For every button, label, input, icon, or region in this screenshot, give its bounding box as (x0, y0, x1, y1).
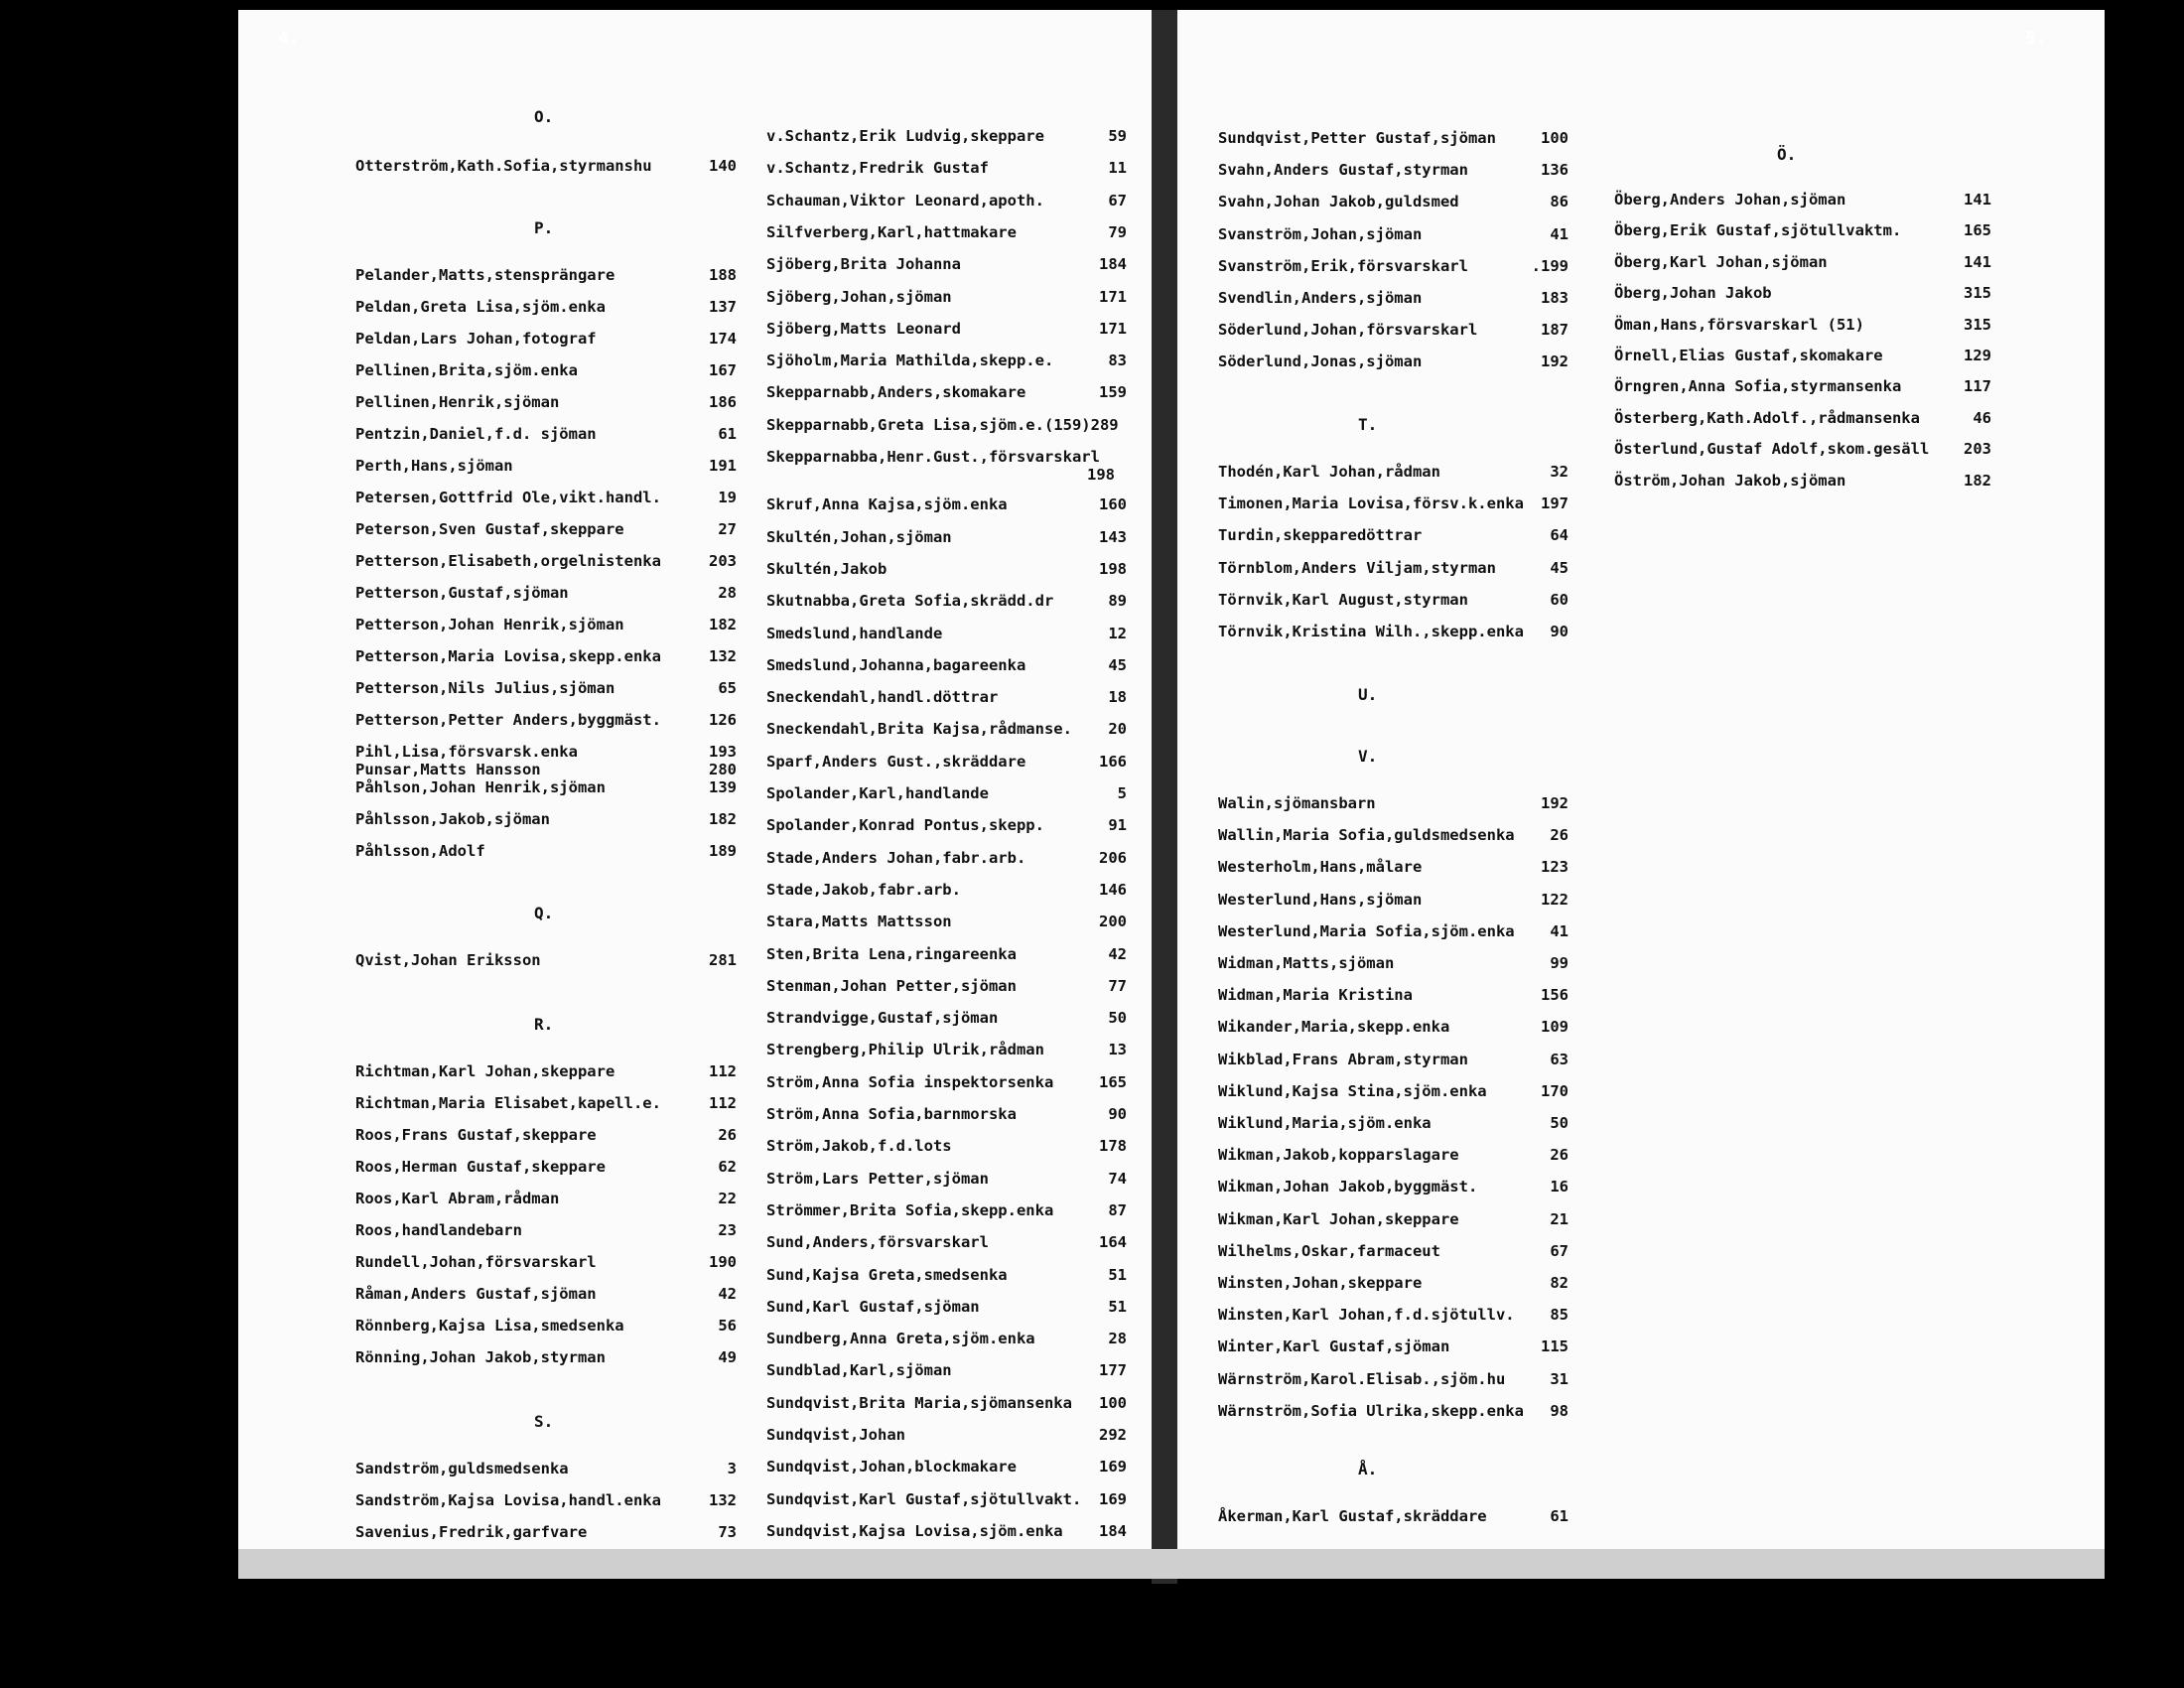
entry-name: Sandström,Kajsa Lovisa,handl.enka (355, 1491, 661, 1509)
entry-page-ref: 45 (1108, 655, 1127, 674)
entry-page-ref: 86 (1550, 193, 1569, 211)
entry-page-ref: 67 (1108, 191, 1127, 210)
entry-page-ref: 191 (709, 457, 737, 475)
entry-page-ref: 51 (1108, 1265, 1127, 1284)
entry-page-ref: 61 (718, 425, 737, 443)
entry-name: Sundqvist,Johan,blockmakare (766, 1458, 1017, 1477)
entry-page-ref: 182 (709, 616, 737, 633)
entry-name: Skultén,Jakob (766, 559, 887, 578)
entry-page-ref: 60 (1550, 590, 1569, 609)
entry-name: Sjöberg,Matts Leonard (766, 319, 961, 338)
entry-name: Åkerman,Karl Gustaf,skräddare (1218, 1507, 1487, 1525)
entry-name: Peldan,Greta Lisa,sjöm.enka (355, 298, 606, 316)
entry-name: Spolander,Konrad Pontus,skepp. (766, 816, 1044, 835)
section-letter: V. (1358, 747, 1378, 766)
entry-name: Sten,Brita Lena,ringareenka (766, 944, 1017, 963)
entry-name: Peterson,Sven Gustaf,skeppare (355, 520, 624, 538)
entry-name: Wärnström,Karol.Elisab.,sjöm.hu (1218, 1369, 1506, 1388)
entry-name: Stenman,Johan Petter,sjöman (766, 976, 1017, 995)
entry-page-ref: 3 (727, 1460, 737, 1477)
entry-name: Skruf,Anna Kajsa,sjöm.enka (766, 495, 1008, 514)
entry-page-ref: 292 (1099, 1426, 1127, 1444)
entry-name: Öberg,Anders Johan,sjöman (1614, 191, 1846, 209)
section-letter: Q. (534, 904, 554, 922)
entry-name: Ström,Anna Sofia,barnmorska (766, 1105, 1017, 1123)
entry-name: Petterson,Elisabeth,orgelnistenka (355, 552, 661, 570)
entry-page-ref: 192 (1541, 352, 1569, 371)
entry-name: Peldan,Lars Johan,fotograf (355, 330, 597, 348)
entry-page-ref: 87 (1108, 1200, 1127, 1219)
entry-page-ref: 197 (1541, 494, 1569, 513)
entry-name: Sundqvist,Brita Maria,sjömansenka (766, 1393, 1072, 1412)
entry-name: Pihl,Lisa,försvarsk.enka (355, 743, 578, 761)
entry-page-ref: 160 (1099, 495, 1127, 514)
entry-page-ref: 28 (718, 584, 737, 602)
entry-page-ref: 82 (1550, 1274, 1569, 1292)
page-number-right: 5. (2025, 28, 2047, 49)
entry-name: Ström,Lars Petter,sjöman (766, 1169, 989, 1188)
entry-page-ref: 200 (1099, 913, 1127, 931)
entry-name: Wärnström,Sofia Ulrika,skepp.enka (1218, 1401, 1524, 1420)
entry-page-ref: 123 (1541, 858, 1569, 877)
entry-page-ref: 159 (1099, 383, 1127, 402)
entry-name: Roos,Karl Abram,rådman (355, 1190, 560, 1207)
entry-page-ref: 203 (709, 552, 737, 570)
entry-name: Ström,Anna Sofia inspektorsenka (766, 1072, 1054, 1091)
entry-page-ref: 41 (1550, 224, 1569, 243)
entry-page-ref: 183 (1541, 289, 1569, 307)
entry-name: v.Schantz,Erik Ludvig,skeppare (766, 127, 1044, 145)
entry-page-ref: 13 (1108, 1041, 1127, 1059)
entry-page-ref: 63 (1550, 1050, 1569, 1068)
entry-page-ref: 132 (709, 647, 737, 665)
entry-name: Punsar,Matts Hansson (355, 761, 541, 778)
entry-page-ref: 50 (1550, 1114, 1569, 1132)
entry-name: Wiklund,Maria,sjöm.enka (1218, 1114, 1432, 1132)
entry-page-ref: 280 (709, 761, 737, 778)
entry-name: Sund,Karl Gustaf,sjöman (766, 1297, 980, 1316)
entry-page-ref: 100 (1099, 1393, 1127, 1412)
entry-page-ref: 27 (718, 520, 737, 538)
entry-page-ref: 141 (1964, 191, 1991, 209)
entry-name: Öberg,Johan Jakob (1614, 284, 1772, 303)
entry-page-ref: 61 (1550, 1507, 1569, 1525)
entry-page-ref: 203 (1964, 440, 1991, 459)
entry-name: Skepparnabb,Anders,skomakare (766, 383, 1026, 402)
entry-name: Sjöberg,Johan,sjöman (766, 287, 952, 306)
entry-page-ref: 171 (1099, 319, 1127, 338)
entry-name: Söderlund,Jonas,sjöman (1218, 352, 1423, 371)
entry-name: Wikander,Maria,skepp.enka (1218, 1018, 1450, 1037)
entry-page-ref: 186 (709, 393, 737, 411)
entry-name: Westerlund,Hans,sjöman (1218, 890, 1423, 909)
entry-name: Törnvik,Kristina Wilh.,skepp.enka (1218, 623, 1524, 640)
entry-name: Österlund,Gustaf Adolf,skom.gesäll (1614, 440, 1930, 459)
entry-name: Winsten,Karl Johan,f.d.sjötullv. (1218, 1306, 1515, 1325)
entry-name: Svanström,Erik,försvarskarl (1218, 256, 1468, 275)
entry-page-ref: 132 (709, 1491, 737, 1509)
entry-name: Roos,Herman Gustaf,skeppare (355, 1158, 606, 1176)
entry-name: Wikman,Johan Jakob,byggmäst. (1218, 1178, 1478, 1196)
entry-name: Ström,Jakob,f.d.lots (766, 1137, 952, 1156)
entry-page-ref: 182 (1964, 471, 1991, 490)
section-letter: Ö. (1777, 145, 1797, 164)
entry-name: Sneckendahl,Brita Kajsa,rådmanse. (766, 720, 1072, 739)
entry-page-ref: 206 (1099, 848, 1127, 867)
entry-page-ref: 31 (1550, 1369, 1569, 1388)
entry-name: Smedslund,handlande (766, 624, 943, 642)
entry-page-ref: 56 (718, 1317, 737, 1335)
entry-page-ref: 26 (1550, 1146, 1569, 1165)
entry-page-ref: 98 (1550, 1401, 1569, 1420)
entry-page-ref: 164 (1099, 1233, 1127, 1252)
entry-page-ref: 23 (718, 1221, 737, 1239)
entry-page-ref: 20 (1108, 720, 1127, 739)
entry-page-ref: 169 (1099, 1458, 1127, 1477)
entry-name: Törnvik,Karl August,styrman (1218, 590, 1468, 609)
entry-page-ref: 26 (718, 1126, 737, 1144)
entry-page-ref: 64 (1550, 526, 1569, 545)
entry-name: Skutnabba,Greta Sofia,skrädd.dr (766, 592, 1054, 611)
entry-name: Petterson,Nils Julius,sjöman (355, 679, 615, 697)
page-number-left: 4. (278, 28, 300, 49)
entry-name: Österberg,Kath.Adolf.,rådmansenka (1614, 408, 1920, 427)
entry-name: Påhlson,Johan Henrik,sjöman (355, 778, 606, 796)
entry-name: Sneckendahl,handl.döttrar (766, 688, 999, 707)
entry-name: Öberg,Erik Gustaf,sjötullvaktm. (1614, 221, 1902, 240)
entry-page-ref: 178 (1099, 1137, 1127, 1156)
entry-name: Wikblad,Frans Abram,styrman (1218, 1050, 1468, 1068)
entry-page-ref: 42 (718, 1285, 737, 1303)
entry-page-ref: 67 (1550, 1241, 1569, 1260)
entry-page-ref: 46 (1973, 408, 1991, 427)
entry-page-ref: 50 (1108, 1009, 1127, 1028)
entry-name: v.Schantz,Fredrik Gustaf (766, 159, 989, 178)
entry-page-ref: 90 (1550, 623, 1569, 640)
entry-name: Påhlsson,Jakob,sjöman (355, 810, 550, 828)
entry-name: Richtman,Maria Elisabet,kapell.e. (355, 1094, 661, 1112)
entry-page-ref: 100 (1541, 129, 1569, 147)
entry-name: Wallin,Maria Sofia,guldsmedsenka (1218, 826, 1515, 845)
entry-page-ref: 170 (1541, 1081, 1569, 1100)
section-letter: Å. (1358, 1460, 1378, 1478)
entry-name: Richtman,Karl Johan,skeppare (355, 1062, 615, 1080)
entry-name: Rundell,Johan,försvarskarl (355, 1253, 597, 1271)
entry-name: Strandvigge,Gustaf,sjöman (766, 1009, 999, 1028)
entry-page-ref: 143 (1099, 527, 1127, 546)
entry-page-ref: 112 (709, 1062, 737, 1080)
entry-name: Öman,Hans,försvarskarl (51) (1614, 315, 1864, 334)
entry-page-ref: 22 (718, 1190, 737, 1207)
entry-page-ref: 193 (709, 743, 737, 761)
entry-page-ref: 49 (718, 1348, 737, 1366)
entry-name: Thodén,Karl Johan,rådman (1218, 463, 1440, 481)
entry-page-ref: 165 (1099, 1072, 1127, 1091)
entry-page-ref: 126 (709, 711, 737, 729)
entry-name: Winter,Karl Gustaf,sjöman (1218, 1337, 1450, 1356)
entry-page-ref: 89 (1108, 592, 1127, 611)
entry-page-ref: 77 (1108, 976, 1127, 995)
entry-name: Petersen,Gottfrid Ole,vikt.handl. (355, 489, 661, 506)
entry-name: Schauman,Viktor Leonard,apoth. (766, 191, 1044, 210)
entry-name: Wilhelms,Oskar,farmaceut (1218, 1241, 1440, 1260)
entry-name: Sjöberg,Brita Johanna (766, 255, 961, 274)
entry-page-ref: 28 (1108, 1330, 1127, 1348)
entry-name: Petterson,Johan Henrik,sjöman (355, 616, 624, 633)
entry-name: Westerlund,Maria Sofia,sjöm.enka (1218, 921, 1515, 940)
entry-name: Wiklund,Kajsa Stina,sjöm.enka (1218, 1081, 1487, 1100)
entry-page-ref: 281 (709, 951, 737, 969)
entry-page-ref: 65 (718, 679, 737, 697)
entry-page-ref: 99 (1550, 954, 1569, 972)
entry-name: Sund,Kajsa Greta,smedsenka (766, 1265, 1008, 1284)
entry-page-ref: 140 (709, 157, 737, 175)
entry-page-ref: 174 (709, 330, 737, 348)
section-letter: R. (534, 1015, 554, 1034)
entry-page-ref: 85 (1550, 1306, 1569, 1325)
entry-name: Svanström,Johan,sjöman (1218, 224, 1423, 243)
entry-name: Wikman,Karl Johan,skeppare (1218, 1209, 1459, 1228)
entry-name: Wikman,Jakob,kopparslagare (1218, 1146, 1459, 1165)
entry-name: Skepparnabb,Greta Lisa,sjöm.e.(159)289 (766, 415, 1119, 434)
entry-name: Smedslund,Johanna,bagareenka (766, 655, 1026, 674)
entry-name: Sparf,Anders Gust.,skräddare (766, 752, 1026, 771)
entry-page-ref: 198 (1099, 559, 1127, 578)
entry-name: Skepparnabba,Henr.Gust.,försvarskarl (766, 448, 1100, 466)
entry-name: Stara,Matts Mattsson (766, 913, 952, 931)
entry-page-ref: 192 (1541, 794, 1569, 812)
entry-page-ref: 188 (709, 266, 737, 284)
entry-page-ref: 182 (709, 810, 737, 828)
entry-page-ref: 32 (1550, 463, 1569, 481)
entry-page-ref: 79 (1108, 222, 1127, 241)
entry-page-ref: 137 (709, 298, 737, 316)
entry-name: Widman,Maria Kristina (1218, 986, 1413, 1005)
entry-page-ref: .199 (1531, 256, 1569, 275)
entry-name: Törnblom,Anders Viljam,styrman (1218, 558, 1496, 577)
entry-page-ref: 189 (709, 842, 737, 860)
entry-name: Pellinen,Henrik,sjöman (355, 393, 560, 411)
entry-page-ref: 139 (709, 778, 737, 796)
entry-page-ref: 42 (1108, 944, 1127, 963)
section-letter: T. (1358, 415, 1378, 434)
entry-name: Widman,Matts,sjöman (1218, 954, 1395, 972)
entry-page-ref: 167 (709, 361, 737, 379)
entry-name: Sundqvist,Karl Gustaf,sjötullvakt. (766, 1489, 1082, 1508)
entry-name: Söderlund,Johan,försvarskarl (1218, 321, 1478, 340)
entry-name: Walin,sjömansbarn (1218, 794, 1376, 812)
entry-name: Skultén,Johan,sjöman (766, 527, 952, 546)
entry-page-ref: 117 (1964, 377, 1991, 396)
entry-page-ref: 156 (1541, 986, 1569, 1005)
entry-page-ref: 112 (709, 1094, 737, 1112)
entry-name: Öberg,Karl Johan,sjöman (1614, 252, 1828, 271)
entry-name: Qvist,Johan Eriksson (355, 951, 541, 969)
entry-page-ref: 45 (1550, 558, 1569, 577)
entry-page-ref: 187 (1541, 321, 1569, 340)
entry-page-ref: 166 (1099, 752, 1127, 771)
entry-name: Westerholm,Hans,målare (1218, 858, 1423, 877)
entry-page-ref: 190 (709, 1253, 737, 1271)
entry-name: Svendlin,Anders,sjöman (1218, 289, 1423, 307)
entry-page-ref: 41 (1550, 921, 1569, 940)
entry-page-ref: 315 (1964, 315, 1991, 334)
entry-name: Sundqvist,Kajsa Lovisa,sjöm.enka (766, 1521, 1063, 1540)
entry-name: Winsten,Johan,skeppare (1218, 1274, 1423, 1292)
entry-page-ref: 12 (1108, 624, 1127, 642)
entry-name: Påhlsson,Adolf (355, 842, 485, 860)
entry-name: Strengberg,Philip Ulrik,rådman (766, 1041, 1044, 1059)
entry-page-ref: 115 (1541, 1337, 1569, 1356)
section-letter: U. (1358, 685, 1378, 704)
entry-name: Strömmer,Brita Sofia,skepp.enka (766, 1200, 1054, 1219)
entry-page-ref: 122 (1541, 890, 1569, 909)
entry-name: Roos,Frans Gustaf,skeppare (355, 1126, 597, 1144)
entry-name: Sjöholm,Maria Mathilda,skepp.e. (766, 352, 1054, 370)
entry-name: Sundblad,Karl,sjöman (766, 1361, 952, 1380)
entry-name: Pelander,Matts,stensprängare (355, 266, 615, 284)
entry-page-ref: 59 (1108, 127, 1127, 145)
entry-page-ref: 16 (1550, 1178, 1569, 1196)
entry-page-ref: 21 (1550, 1209, 1569, 1228)
entry-page-ref: 136 (1541, 161, 1569, 180)
entry-name: Rönning,Johan Jakob,styrman (355, 1348, 606, 1366)
entry-name: Örngren,Anna Sofia,styrmansenka (1614, 377, 1902, 396)
entry-name: Svahn,Johan Jakob,guldsmed (1218, 193, 1459, 211)
page-bottom-edge (238, 1549, 2105, 1579)
section-letter: O. (534, 107, 554, 126)
entry-page-ref: 74 (1108, 1169, 1127, 1188)
entry-name: Pellinen,Brita,sjöm.enka (355, 361, 578, 379)
entry-name: Öström,Johan Jakob,sjöman (1614, 471, 1846, 490)
entry-page-ref: 91 (1108, 816, 1127, 835)
entry-page-ref: 184 (1099, 1521, 1127, 1540)
entry-page-ref: 146 (1099, 880, 1127, 899)
entry-name: Sundqvist,Johan (766, 1426, 905, 1444)
entry-name: Råman,Anders Gustaf,sjöman (355, 1285, 597, 1303)
entry-name: Perth,Hans,sjöman (355, 457, 513, 475)
entry-page-ref: 19 (718, 489, 737, 506)
entry-name: Örnell,Elias Gustaf,skomakare (1614, 347, 1883, 364)
entry-page-ref: 141 (1964, 252, 1991, 271)
entry-page-ref: 51 (1108, 1297, 1127, 1316)
entry-page-ref: 83 (1108, 352, 1127, 370)
entry-name: Stade,Jakob,fabr.arb. (766, 880, 961, 899)
continued-page-ref: 198 (1087, 466, 1115, 484)
entry-page-ref: 177 (1099, 1361, 1127, 1380)
entry-page-ref: 5 (1117, 784, 1127, 802)
entry-name: Svahn,Anders Gustaf,styrman (1218, 161, 1468, 180)
entry-page-ref: 315 (1964, 284, 1991, 303)
entry-page-ref: 18 (1108, 688, 1127, 707)
entry-name: Petterson,Maria Lovisa,skepp.enka (355, 647, 661, 665)
entry-name: Silfverberg,Karl,hattmakare (766, 222, 1017, 241)
entry-page-ref: 171 (1099, 287, 1127, 306)
entry-page-ref: 62 (718, 1158, 737, 1176)
entry-page-ref: 169 (1099, 1489, 1127, 1508)
section-letter: P. (534, 218, 554, 237)
entry-name: Timonen,Maria Lovisa,försv.k.enka (1218, 494, 1524, 513)
entry-page-ref: 109 (1541, 1018, 1569, 1037)
entry-name: Sundqvist,Petter Gustaf,sjöman (1218, 129, 1496, 147)
book-gutter (1152, 10, 1177, 1584)
entry-name: Roos,handlandebarn (355, 1221, 522, 1239)
section-letter: S. (534, 1412, 554, 1431)
entry-page-ref: 184 (1099, 255, 1127, 274)
entry-name: Sund,Anders,försvarskarl (766, 1233, 989, 1252)
entry-name: Turdin,skepparedöttrar (1218, 526, 1423, 545)
entry-name: Pentzin,Daniel,f.d. sjöman (355, 425, 597, 443)
entry-name: Rönnberg,Kajsa Lisa,smedsenka (355, 1317, 624, 1335)
entry-page-ref: 26 (1550, 826, 1569, 845)
entry-page-ref: 129 (1964, 347, 1991, 364)
entry-name: Sundberg,Anna Greta,sjöm.enka (766, 1330, 1035, 1348)
entry-name: Petterson,Gustaf,sjöman (355, 584, 569, 602)
entry-page-ref: 73 (718, 1523, 737, 1541)
entry-page-ref: 11 (1108, 159, 1127, 178)
entry-name: Otterström,Kath.Sofia,styrmanshu (355, 157, 652, 175)
entry-name: Spolander,Karl,handlande (766, 784, 989, 802)
entry-name: Savenius,Fredrik,garfvare (355, 1523, 588, 1541)
entry-page-ref: 90 (1108, 1105, 1127, 1123)
entry-name: Sandström,guldsmedsenka (355, 1460, 569, 1477)
entry-page-ref: 165 (1964, 221, 1991, 240)
entry-name: Stade,Anders Johan,fabr.arb. (766, 848, 1026, 867)
entry-name: Petterson,Petter Anders,byggmäst. (355, 711, 661, 729)
